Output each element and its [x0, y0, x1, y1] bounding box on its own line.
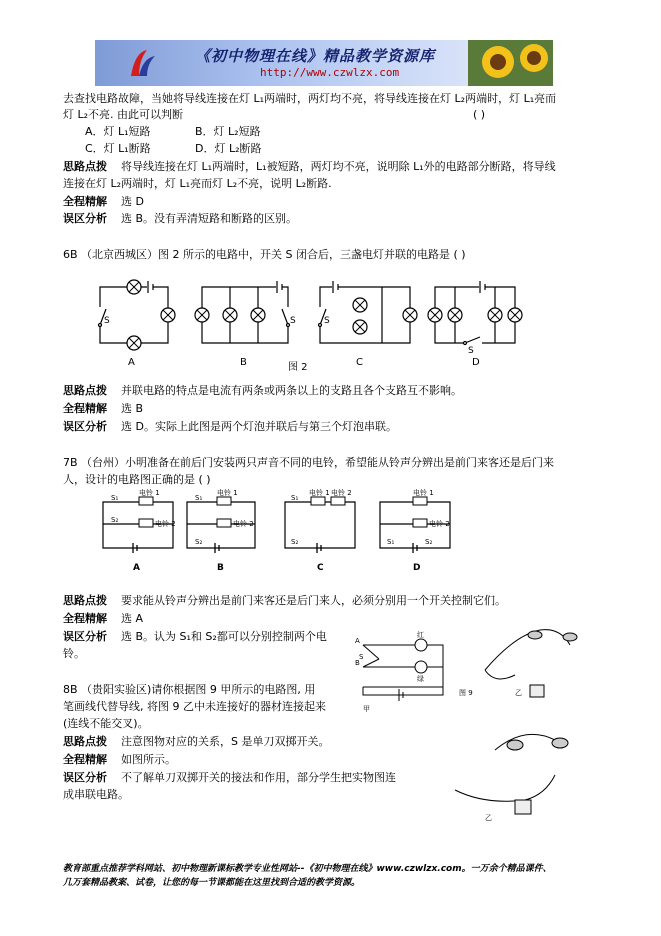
q7-a-bell2: 电铃 2 — [155, 520, 176, 528]
q6-idea: 并联电路的特点是电流有两条或两条以上的支路且各个支路互不影响。 — [121, 384, 462, 397]
q7-c-s1: S₁ — [291, 494, 299, 502]
footer-line2: 几万套精品教案、试卷，让您的每一节课都能在这里找到合适的教学资源。 — [63, 878, 361, 888]
q5-line2: 灯 L₂不亮. 由此可以判断 — [63, 108, 184, 121]
q6-circuit-figure — [90, 275, 530, 377]
q7-b-s1: S₁ — [195, 494, 203, 502]
q5-error: 选 B。没有弄清短路和断路的区别。 — [121, 212, 298, 225]
q5-answer-paren: ( ) — [473, 108, 486, 121]
page-footer — [63, 862, 552, 890]
q7-c-bell2: 电铃 2 — [331, 489, 352, 497]
q7-b-s2: S₂ — [195, 538, 203, 546]
q5-idea-line2: 连接在灯 L₂两端时，灯 L₁亮而灯 L₂不亮，说明 L₂断路. — [63, 177, 332, 190]
q8-label-fig9: 图 9 — [459, 689, 473, 697]
q5-option-a: A．灯 L₁短路 — [85, 125, 151, 138]
q8-error-line2: 成串联电路。 — [63, 788, 129, 801]
q5-error-label: 误区分析 — [63, 212, 107, 225]
q5-option-b: B．灯 L₂短路 — [195, 125, 261, 138]
q6-switch-label-a: S — [104, 316, 110, 326]
q8-label-a: A — [355, 637, 360, 645]
q6-label-b: B — [240, 357, 247, 368]
q8-error-label: 误区分析 — [63, 771, 107, 784]
q8-label-red: 红 — [417, 631, 424, 639]
q8-label-jia: 甲 — [363, 705, 370, 713]
q7-idea-label: 思路点拨 — [63, 594, 107, 607]
q7-d-s1: S₁ — [387, 538, 395, 546]
q7-c-s2: S₂ — [291, 538, 299, 546]
q6-error-label: 误区分析 — [63, 420, 107, 433]
q8-stem-line3: (连线不能交叉)。 — [63, 717, 149, 730]
q7-a-s2: S₂ — [111, 516, 119, 524]
q6-stem: 6B （北京西城区）图 2 所示的电路中，开关 S 闭合后，三盏电灯并联的电路是 ( ) — [63, 248, 466, 261]
q7-error-label: 误区分析 — [63, 630, 107, 643]
footer-line1: 教育部重点推荐学科网站、初中物理新课标教学专业性网站--《初中物理在线》www.czwlzx.com。一万余个精品课件、 — [63, 864, 552, 874]
q5-option-c: C．灯 L₁断路 — [85, 142, 151, 155]
q7-b-bell1: 电铃 1 — [217, 489, 238, 497]
q6-label-a: A — [128, 357, 135, 368]
site-logo-icon — [125, 46, 159, 80]
q7-b-bell2: 电铃 2 — [233, 520, 254, 528]
q5-answer: 选 D — [121, 195, 144, 208]
q7-d-s2: S₂ — [425, 538, 433, 546]
q8-idea: 注意图物对应的关系，S 是单刀双掷开关。 — [121, 735, 330, 748]
q7-c-bell1: 电铃 1 — [309, 489, 330, 497]
q5-option-d: D．灯 L₂断路 — [195, 142, 262, 155]
q8-label-yi-2: 乙 — [485, 814, 492, 822]
banner-title: 《初中物理在线》精品教学资源库 — [195, 47, 436, 65]
q5-idea-line1: 将导线连接在灯 L₁两端时，L₁被短路，两灯均不亮，说明除 L₁外的电路部分断路，将导线 — [121, 160, 556, 173]
q7-label-d: D — [413, 563, 421, 573]
q7-answer: 选 A — [121, 612, 144, 625]
q7-d-bell1: 电铃 1 — [413, 489, 434, 497]
q7-stem-line2: 人，设计的电路图正确的是 ( ) — [63, 473, 211, 486]
q8-answer: 如图所示。 — [121, 753, 176, 766]
q8-answer-label: 全程精解 — [63, 753, 107, 766]
q7-label-a: A — [133, 563, 140, 573]
q8-circuit-figure — [345, 615, 590, 830]
q6-label-d: D — [472, 357, 480, 368]
banner-url: http://www.czwlzx.com — [260, 66, 400, 79]
q5-answer-label: 全程精解 — [63, 195, 107, 208]
q8-label-green: 绿 — [417, 675, 424, 683]
q8-stem-line2: 笔画线代替导线, 将图 9 乙中未连接好的器材连接起来 — [63, 700, 326, 713]
q5-line1: 去查找电路故障，当她将导线连接在灯 L₁两端时，两灯均不亮，将导线连接在灯 L₂两端时，灯 L₁亮而 — [63, 92, 557, 105]
q7-stem-line1: 7B （台州）小明准备在前后门安装两只声音不同的电铃，希望能从铃声分辨出是前门来客还是后门来 — [63, 456, 555, 469]
q7-error-line2: 铃。 — [63, 647, 85, 660]
q5-idea-label: 思路点拨 — [63, 160, 107, 173]
sunflower-image-icon — [468, 40, 553, 86]
q8-label-b: B — [355, 659, 360, 667]
q7-label-b: B — [217, 563, 224, 573]
header-banner — [95, 40, 553, 86]
q7-a-bell1: 电铃 1 — [139, 489, 160, 497]
q6-error: 选 D。实际上此图是两个灯泡并联后与第三个灯泡串联。 — [121, 420, 397, 433]
q6-answer-label: 全程精解 — [63, 402, 107, 415]
q7-idea: 要求能从铃声分辨出是前门来客还是后门来人，必须分别用一个开关控制它们。 — [121, 594, 506, 607]
q6-switch-label-c: S — [324, 316, 330, 326]
q7-error-line1: 选 B。认为 S₁和 S₂都可以分别控制两个电 — [121, 630, 327, 643]
q6-answer: 选 B — [121, 402, 144, 415]
q7-label-c: C — [317, 563, 324, 573]
q7-circuit-figure — [95, 488, 465, 576]
q8-stem-line1: 8B （贵阳实验区)请你根据图 9 甲所示的电路图, 用 — [63, 683, 316, 696]
q8-label-yi: 乙 — [515, 689, 522, 697]
q7-d-bell2: 电铃 2 — [429, 520, 450, 528]
q8-label-s: S — [359, 653, 364, 661]
q7-a-s1: S₁ — [111, 494, 119, 502]
q8-error-line1: 不了解单刀双掷开关的接法和作用，部分学生把实物图连 — [121, 771, 396, 784]
q6-idea-label: 思路点拨 — [63, 384, 107, 397]
q6-figure-caption: 图 2 — [288, 362, 308, 373]
q8-idea-label: 思路点拨 — [63, 735, 107, 748]
q6-switch-label-d: S — [468, 346, 474, 356]
q6-switch-label-b: S — [290, 316, 296, 326]
q7-answer-label: 全程精解 — [63, 612, 107, 625]
q6-label-c: C — [356, 357, 363, 368]
